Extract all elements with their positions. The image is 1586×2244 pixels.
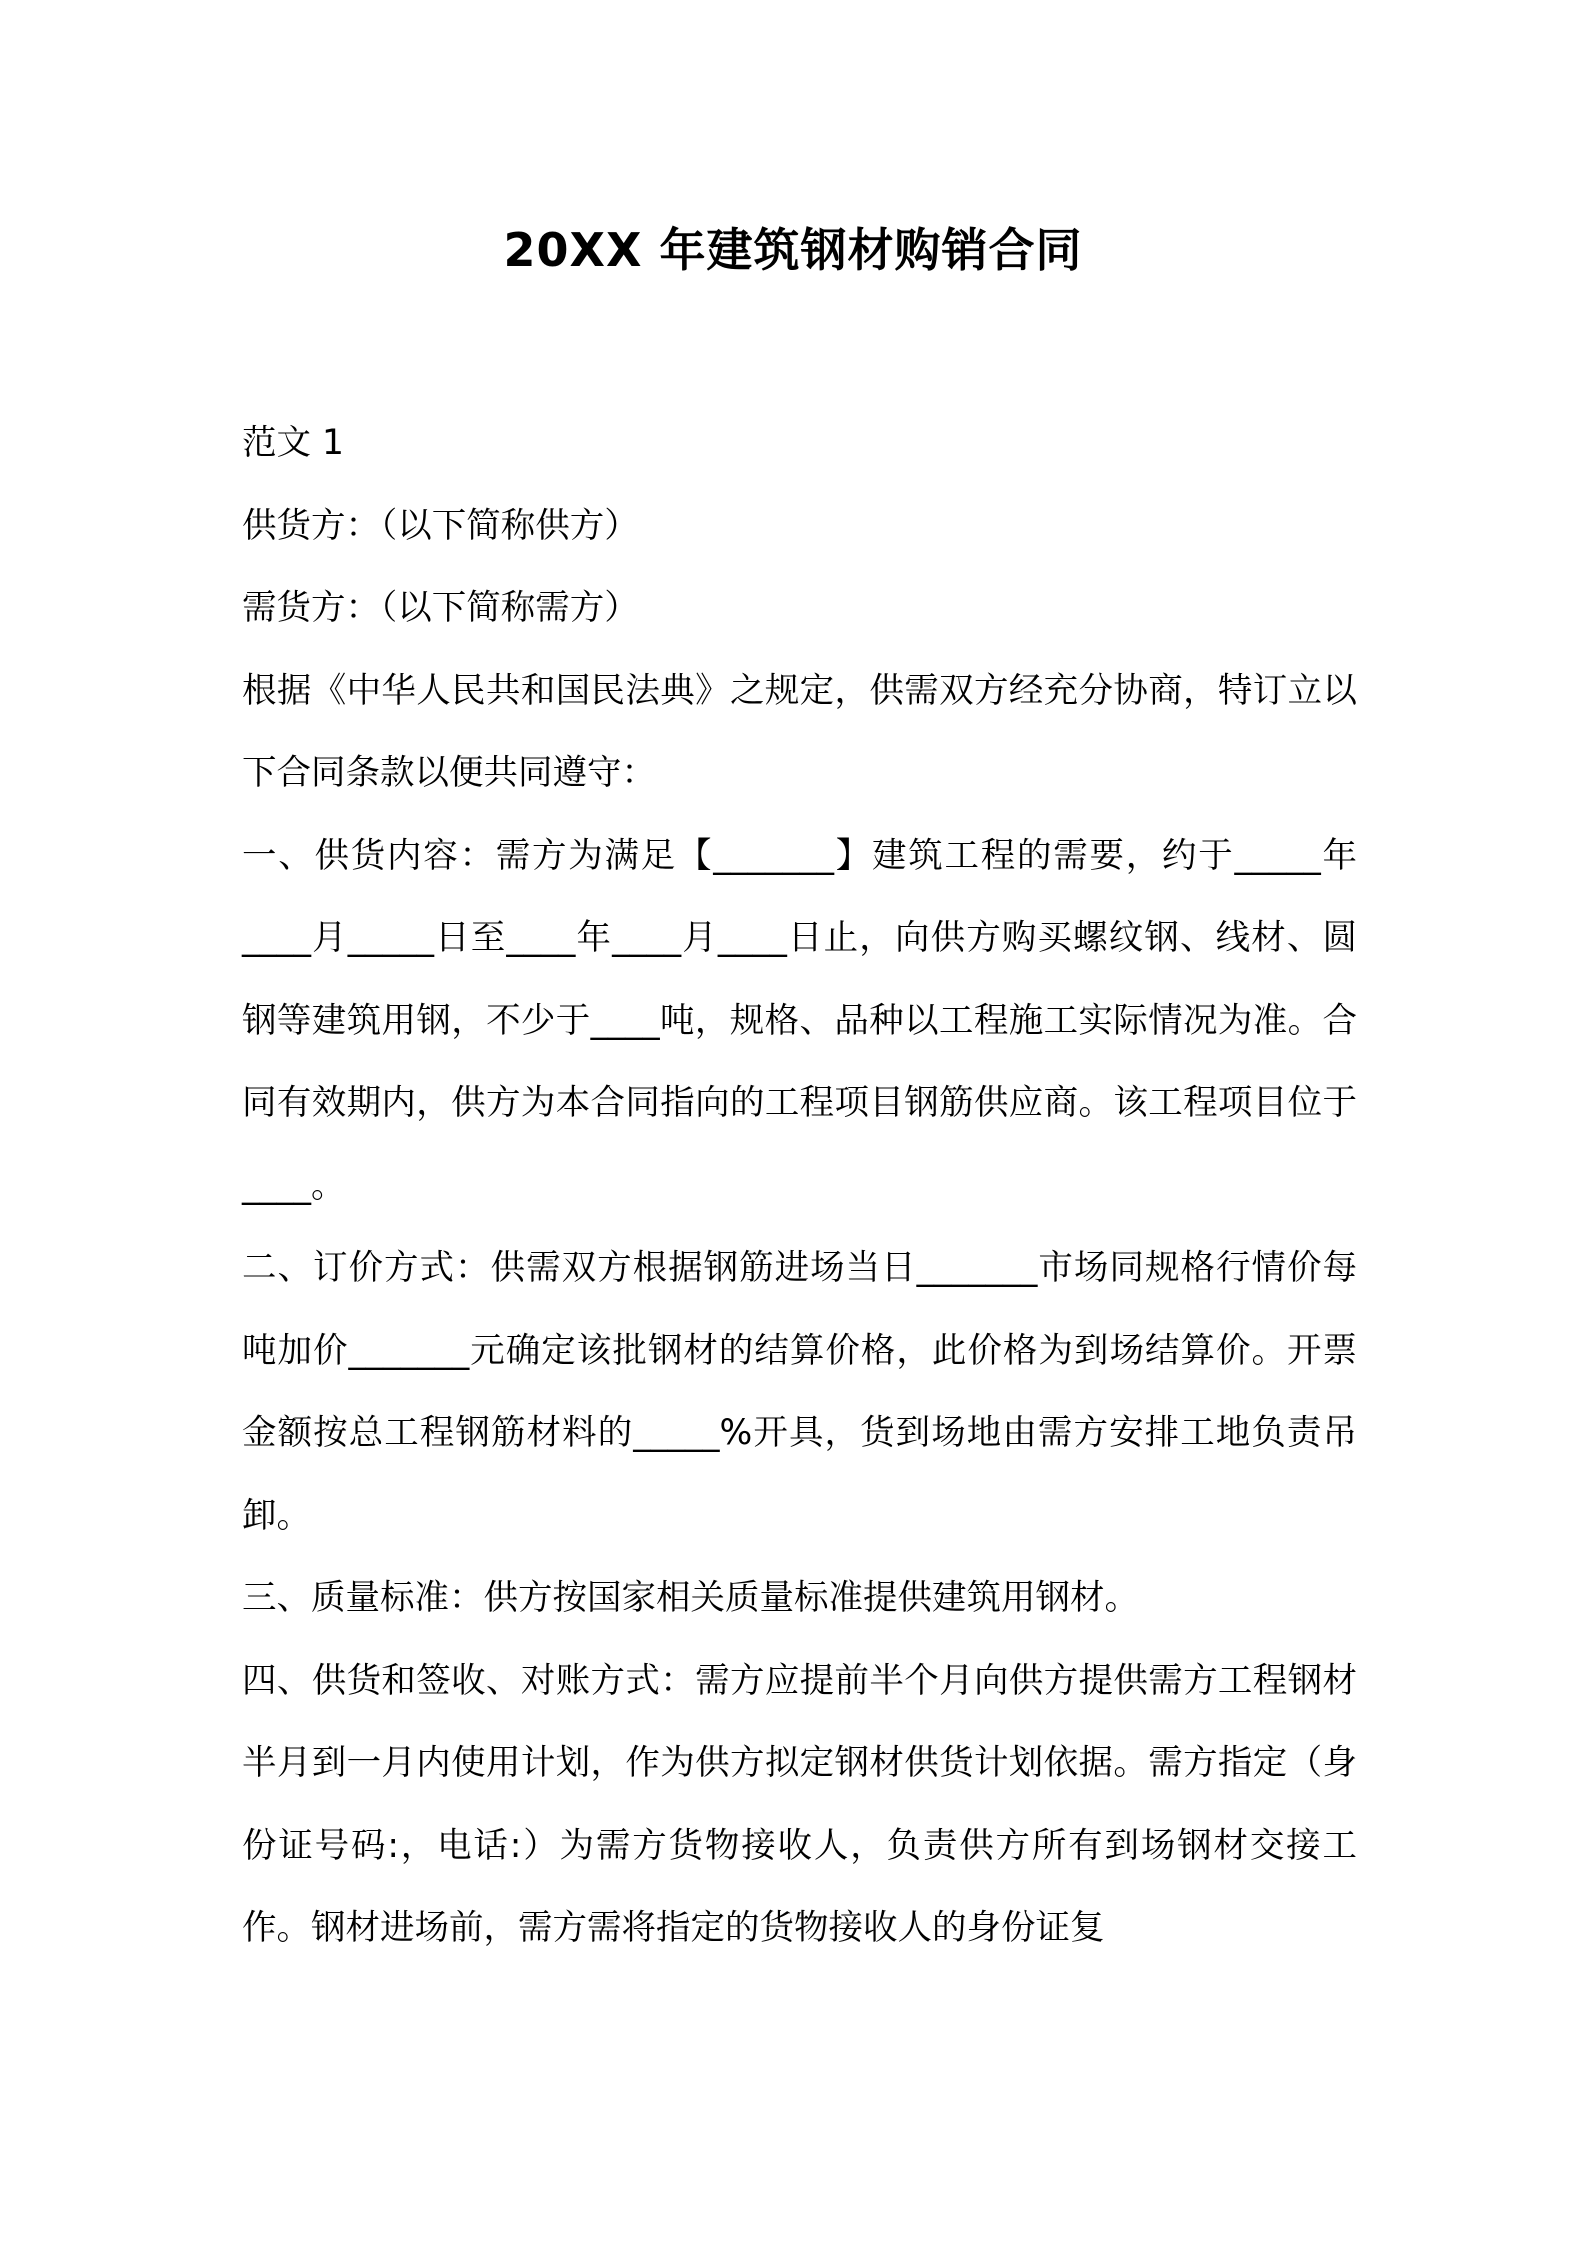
clause-2-pricing-method: 二、订价方式：供需双方根据钢筋进场当日_______市场同规格行情价每吨加价_______元确定该批钢材的结算价格，此价格为到场结算价。开票金额按总工程钢筋材料的_____%开具，货到场地由需方安排工地负责吊卸。 bbox=[242, 1248, 1357, 1536]
preamble-paragraph: 根据《中华人民共和国民法典》之规定，供需双方经充分协商，特订立以下合同条款以便共同遵守： bbox=[242, 670, 1357, 793]
clause-1-supply-content: 一、供货内容：需方为满足【_______】建筑工程的需要，约于_____年____月_____日至____年____月____日止，向供方购买螺纹钢、线材、圆钢等建筑用钢，不少于____吨，规格、品种以工程施工实际情况为准。合同有效期内，供方为本合同指向的工程项目钢筋供应商。该工程项目位于____。 bbox=[242, 835, 1357, 1206]
clause-3-quality-standard: 三、质量标准：供方按国家相关质量标准提供建筑用钢材。 bbox=[242, 1578, 1139, 1618]
supplier-line: 供货方：（以下简称供方） bbox=[242, 505, 639, 546]
buyer-line: 需货方：（以下简称需方） bbox=[242, 588, 639, 628]
document-body bbox=[242, 402, 1357, 1970]
sample-label: 范文 1 bbox=[242, 423, 344, 463]
clause-4-delivery-reconciliation: 四、供货和签收、对账方式：需方应提前半个月向供方提供需方工程钢材半月到一月内使用计划，作为供方拟定钢材供货计划依据。需方指定（身份证号码:，电话:）为需方货物接收人，负责供方所有到场钢材交接工作。钢材进场前，需方需将指定的货物接收人的身份证复 bbox=[242, 1660, 1357, 1948]
document-title: 20XX 年建筑钢材购销合同 bbox=[503, 223, 1083, 277]
